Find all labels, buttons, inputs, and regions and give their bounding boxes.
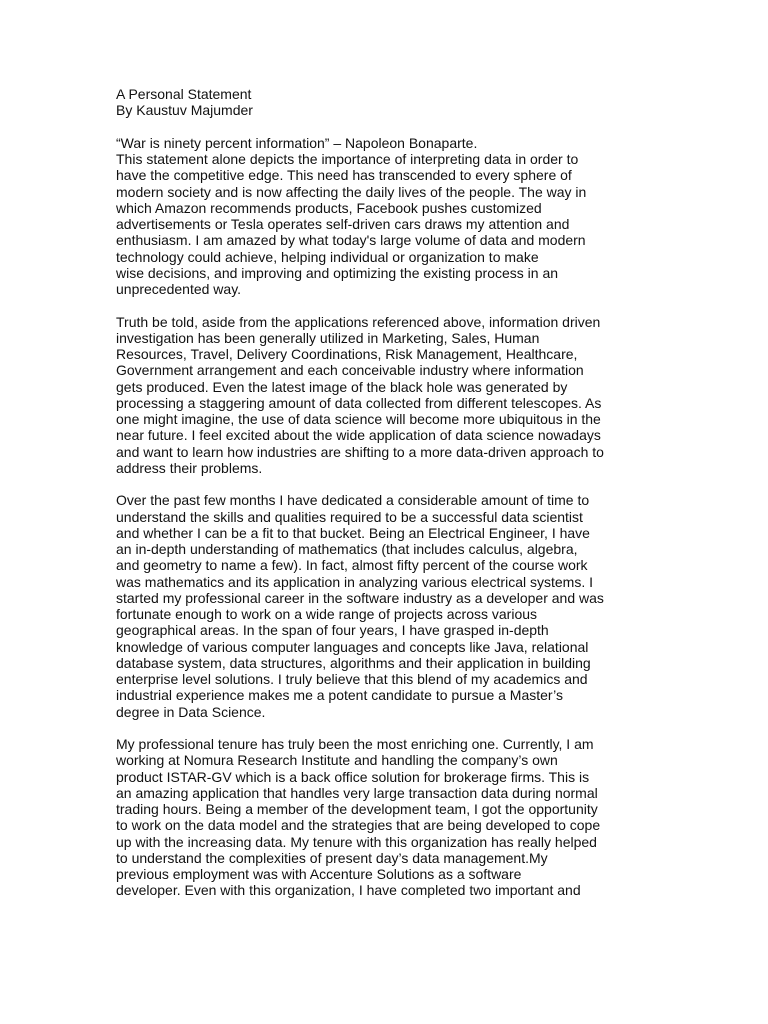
blank-line — [116, 297, 636, 313]
paragraph-line: an amazing application that handles very large transaction data during normal — [116, 784, 598, 801]
paragraph-line: one might imagine, the use of data science will become more ubiquitous in the — [116, 411, 601, 427]
paragraph-line: working at Nomura Research Institute and handling the company’s own — [116, 752, 558, 769]
paragraph-line: near future. I feel excited about the wide application of data science nowadays — [116, 427, 601, 444]
paragraph-line: My professional tenure has truly been the most enriching one. Currently, I am — [116, 736, 594, 752]
paragraph-line: was mathematics and its application in analyzing various electrical systems. I — [116, 573, 593, 590]
paragraph-line: Truth be told, aside from the applications referenced above, information driven — [116, 313, 601, 330]
paragraph-line: advertisements or Tesla operates self-driven cars draws my attention and — [116, 216, 570, 232]
paragraph-3 — [116, 492, 636, 720]
paragraph-line: wise decisions, and improving and optimizing the existing process in an — [116, 264, 559, 281]
paragraph-line: Over the past few months I have dedicated a considerable amount of time to — [116, 492, 590, 509]
paragraph-line: industrial experience makes me a potent candidate to pursue a Master’s — [116, 687, 563, 704]
paragraph-line: which Amazon recommends products, Facebook pushes customized — [116, 199, 542, 216]
paragraph-line: started my professional career in the software industry as a developer and was — [116, 589, 604, 606]
paragraph-line: This statement alone depicts the importance of interpreting data in order to — [116, 151, 579, 167]
paragraph-line: previous employment was with Accenture Solutions as a software — [116, 866, 522, 882]
blank-line — [116, 476, 636, 492]
paragraph-line: to understand the complexities of present day’s data management.My — [116, 849, 548, 866]
paragraph-line: fortunate enough to work on a wide range of projects across various — [116, 606, 538, 622]
paragraph-2 — [116, 314, 636, 477]
paragraph-line: up with the increasing data. My tenure with this organization has really helped — [116, 833, 597, 850]
paragraph-line: processing a staggering amount of data collected from different telescopes. As — [116, 394, 602, 411]
blank-line — [116, 119, 636, 135]
blank-line — [116, 720, 636, 736]
paragraph-line: trading hours. Being a member of the development team, I got the opportunity — [116, 801, 598, 817]
paragraph-line: enthusiasm. I am amazed by what today's large volume of data and modern — [116, 232, 586, 249]
paragraph-line: and whether I can be a fit to that bucket. Being an Electrical Engineer, I have — [116, 524, 590, 541]
paragraph-line: enterprise level solutions. I truly believe that this blend of my academics and — [116, 671, 588, 687]
paragraph-line: modern society and is now affecting the daily lives of the people. The way in — [116, 183, 587, 200]
paragraph-line: an in-depth understanding of mathematics (that includes calculus, algebra, — [116, 541, 578, 557]
document-title: A Personal Statement — [116, 86, 252, 102]
paragraph-line: investigation has been generally utilized in Marketing, Sales, Human — [116, 329, 540, 346]
paragraph-1 — [116, 151, 636, 297]
paragraph-line: Government arrangement and each conceivable industry where information — [116, 362, 584, 379]
paragraph-line: degree in Data Science. — [116, 703, 266, 720]
paragraph-line: to work on the data model and the strategies that are being developed to cope — [116, 817, 601, 834]
paragraph-line: and geometry to name a few). In fact, almost fifty percent of the course work — [116, 557, 588, 574]
paragraph-line: product ISTAR-GV which is a back office solution for brokerage firms. This is — [116, 768, 590, 785]
paragraph-line: database system, data structures, algorithms and their application in building — [116, 654, 591, 671]
document-page — [116, 86, 636, 899]
paragraph-line: have the competitive edge. This need has transcended to every sphere of — [116, 167, 572, 184]
paragraph-line: geographical areas. In the span of four years, I have grasped in-depth — [116, 622, 549, 639]
document-author: By Kaustuv Majumder — [116, 102, 253, 119]
paragraph-line: knowledge of various computer languages and concepts like Java, relational — [116, 638, 589, 655]
paragraph-line: understand the skills and qualities required to be a successful data scientist — [116, 508, 583, 525]
paragraph-line: developer. Even with this organization, I have completed two important and — [116, 882, 581, 899]
paragraph-line: address their problems. — [116, 459, 263, 476]
paragraph-line: unprecedented way. — [116, 281, 242, 297]
paragraph-4 — [116, 736, 636, 899]
paragraph-line: and want to learn how industries are shifting to a more data-driven approach to — [116, 443, 604, 460]
paragraph-line: gets produced. Even the latest image of the black hole was generated by — [116, 378, 568, 395]
opening-quote: “War is ninety percent information” – Napoleon Bonaparte. — [116, 134, 478, 151]
paragraph-line: technology could achieve, helping individual or organization to make — [116, 248, 539, 265]
paragraph-line: Resources, Travel, Delivery Coordinations, Risk Management, Healthcare, — [116, 346, 578, 362]
